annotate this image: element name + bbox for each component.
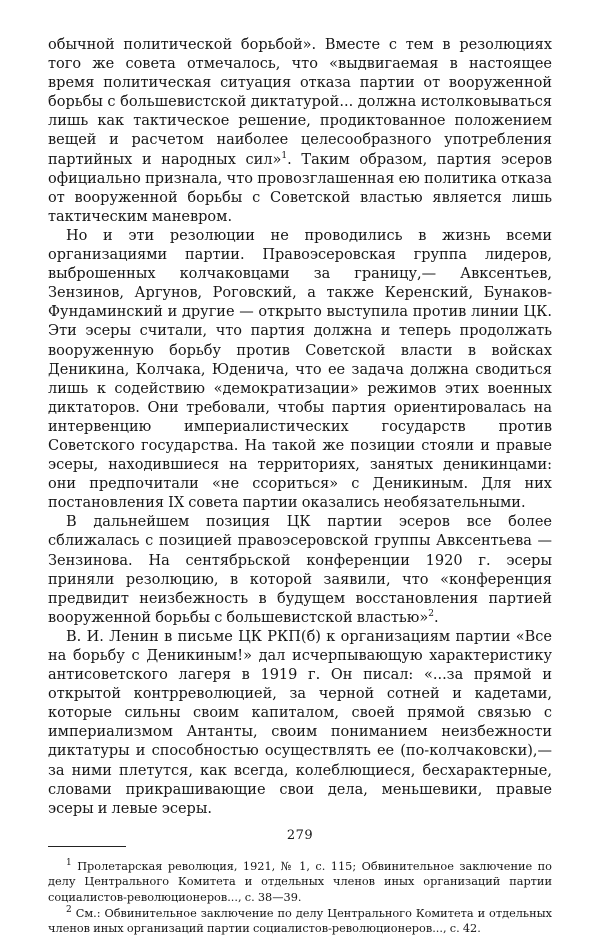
book-page xyxy=(48,36,552,937)
paragraph-3-tail: . xyxy=(434,609,439,626)
paragraph-1-text: обычной политической борьбой». Вместе с тем в резолюциях того же совета отмечалось, что «выдвигаемая в настоящее время политическая ситуация отказа партии от вооруженной борьбы с большевистской диктатурой... должна истолковываться лишь как тактическое решение, продиктованное положением вещей и расчетом наиболее целесообразного употребления партийных и народных сил» xyxy=(48,37,552,168)
footnote-1 xyxy=(48,859,552,906)
footnote-ref-1[interactable]: 1 xyxy=(281,150,288,161)
paragraph-2-text: Но и эти резолюции не проводились в жизнь всеми организациями партии. Правоэсеровская группа лидеров, выброшенных колчаковцами за границу,— Авксентьев, Зензинов, Аргунов, Роговский, а также Керенский, Бунаков-Фундаминский и другие — открыто выступила против линии ЦК. Эти эсеры считали, что партия должна и теперь продолжать вооруженную борьбу против Советской власти в войсках Деникина, Колчака, Юденича, что ее задача должна сводиться лишь к содействию «демократизации» режимов этих военных диктаторов. Они требовали, чтобы партия ориентировалась на интервенцию империалистических государств против Советского государства. На такой же позиции стояли и правые эсеры, находившиеся на территориях, занятых деникинцами: они предпочитали «не ссориться» с Деникиным. Для них постановления IX совета партии оказались необязательными. xyxy=(48,227,552,512)
paragraph-4-text: В. И. Ленин в письме ЦК РКП(б) к организациям партии «Все на борьбу с Деникиным!» дал исчерпывающую характеристику антисоветского лагеря в 1919 г. Он писал: «...за прямой и открытой контрреволюцией, за черной сотней и кадетами, которые сильны своим капиталом, своей прямой связью с империализмом Антанты, своим пониманием неизбежности диктатуры и способностью осуществлять ее (по-колчаковски),— за ними плетутся, как всегда, колеблющиеся, бесхарактерные, словами прикрашивающие свои дела, меньшевики, правые эсеры и левые эсеры. xyxy=(48,628,552,817)
footnote-2 xyxy=(48,906,552,937)
footnote-divider xyxy=(48,846,126,847)
main-text xyxy=(48,36,552,819)
paragraph-1 xyxy=(48,36,552,227)
paragraph-4 xyxy=(48,628,552,819)
footnote-2-text: См.: Обвинительное заключение по делу Центрального Комитета и отдельных членов иных организаций партии социалистов-революционеров..., с. 42. xyxy=(48,906,552,936)
paragraph-3 xyxy=(48,513,552,628)
footnote-ref-2[interactable]: 2 xyxy=(428,608,435,619)
paragraph-1-tail: . Таким образом, партия эсеров официально признала, что провозглашенная ею политика отказа от вооруженной борьбы с Советской властью является лишь тактическим маневром. xyxy=(48,151,552,225)
footnotes xyxy=(48,859,552,937)
page-number: 279 xyxy=(286,828,314,843)
footnote-1-marker: 1 xyxy=(66,858,72,869)
paragraph-2 xyxy=(48,227,552,513)
footnote-2-marker: 2 xyxy=(66,904,72,915)
footnote-1-text: Пролетарская революция, 1921, № 1, с. 115; Обвинительное заключение по делу Центрального Комитета и отдельных членов иных организаций партии социалистов-революционеров..., с. 38—39. xyxy=(48,859,552,905)
paragraph-3-text: В дальнейшем позиция ЦК партии эсеров все более сближалась с позицией правоэсеровской группы Авксентьева — Зензинова. На сентябрьской конференции 1920 г. эсеры приняли резолюцию, в которой заявили, что «конференция предвидит неизбежность в будущем восстановления партией вооруженной борьбы с большевистской властью» xyxy=(48,514,552,626)
